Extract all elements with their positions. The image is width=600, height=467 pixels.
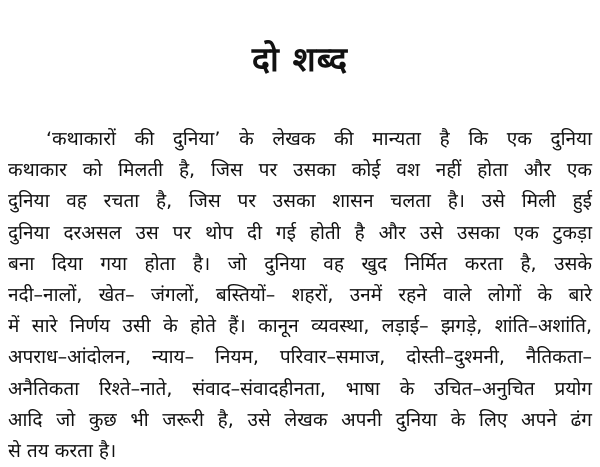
- paragraph-line: अनैतिकता रिश्ते–नाते, संवाद–संवादहीनता, भाषा के उचित–अनुचित प्रयोग: [8, 377, 592, 400]
- paragraph-line: से तय करता है।: [8, 439, 117, 462]
- paragraph-line: नदी–नालों, खेत– जंगलों, बस्तियों– शहरों, उनमें रहने वाले लोगों के बारे: [8, 283, 592, 306]
- page-title: दो शब्द: [251, 40, 349, 80]
- paragraph: [8, 124, 592, 467]
- paragraph-line: दुनिया दरअसल उस पर थोप दी गई होती है और उसे उसका एक टुकड़ा: [8, 221, 592, 244]
- paragraph-line: कथाकार को मिलती है, जिस पर उसका कोई वश नहीं होता और एक: [8, 159, 592, 182]
- paragraph-line: आदि जो कुछ भी जरूरी है, उसे लेखक अपनी दुनिया के लिए अपने ढंग: [8, 408, 592, 431]
- paragraph-line: में सारे निर्णय उसी के होते हैं। कानून व्यवस्था, लड़ाई– झगड़े, शांति–अशांति,: [8, 315, 592, 338]
- paragraph-line: बना दिया गया होता है। जो दुनिया वह खुद निर्मित करता है, उसके: [8, 252, 592, 275]
- paragraph-line: अपराध–आंदोलन, न्याय– नियम, परिवार–समाज, दोस्ती–दुश्मनी, नैतिकता–: [8, 346, 592, 369]
- paragraph-line: ‘कथाकारों की दुनिया’ के लेखक की मान्यता है कि एक दुनिया: [46, 128, 592, 150]
- paragraph-line: दुनिया वह रचता है, जिस पर उसका शासन चलता है। उसे मिली हुई: [8, 190, 592, 213]
